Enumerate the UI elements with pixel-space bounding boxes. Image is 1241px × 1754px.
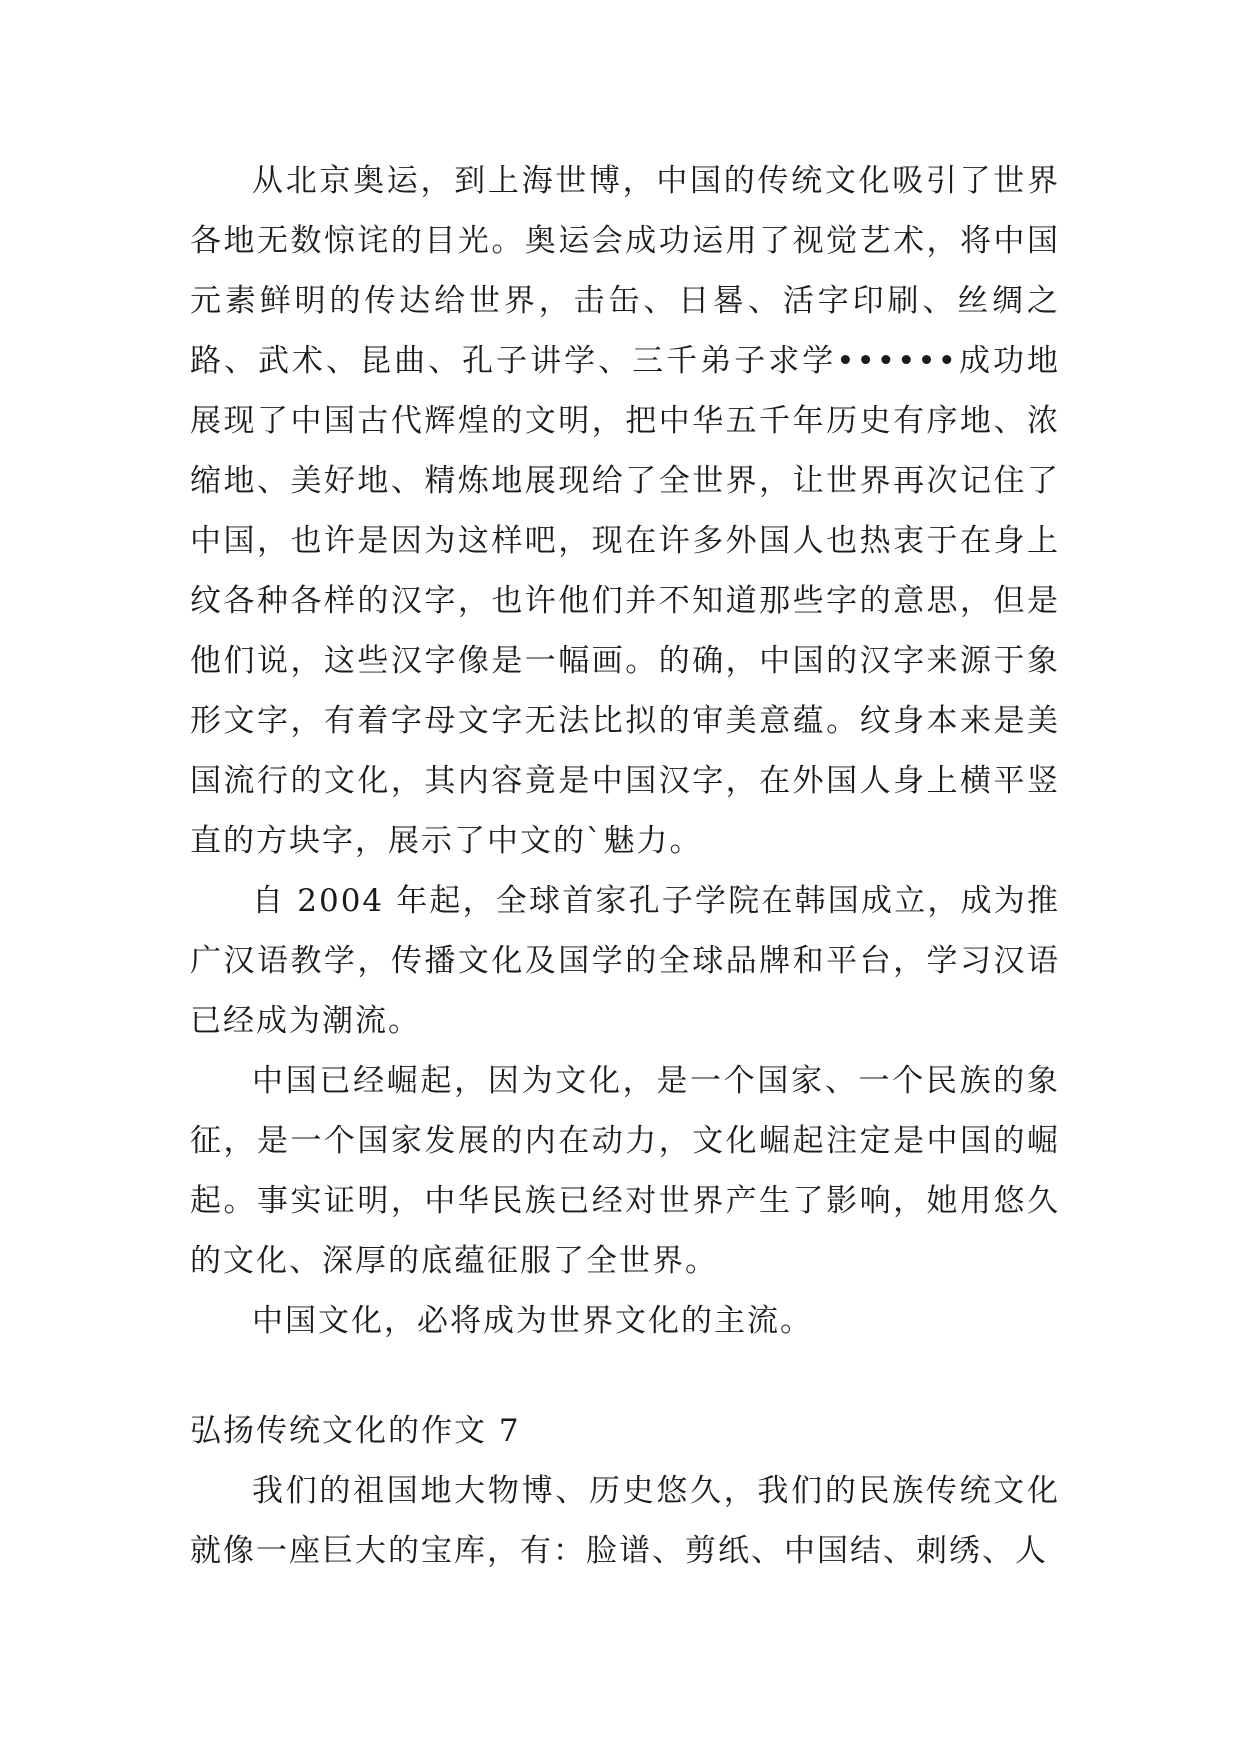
body-paragraph: 中国已经崛起，因为文化，是一个国家、一个民族的象征，是一个国家发展的内在动力，文化崛起注定是中国的崛起。事实证明，中华民族已经对世界产生了影响，她用悠久的文化、深厚的底蕴征服了全世界。 — [190, 1063, 1060, 1279]
body-paragraph: 从北京奥运，到上海世博，中国的传统文化吸引了世界各地无数惊诧的目光。奥运会成功运用了视觉艺术，将中国元素鲜明的传达给世界，击缶、日晷、活字印刷、丝绸之路、武术、昆曲、孔子讲学、三千弟子求学••••••成功地展现了中国古代辉煌的文明，把中华五千年历史有序地、浓缩地、美好地、精炼地展现给了全世界，让世界再次记住了中国，也许是因为这样吧，现在许多外国人也热衷于在身上纹各种各样的汉字，也许他们并不知道那些字的意思，但是他们说，这些汉字像是一幅画。的确，中国的汉字来源于象形文字，有着字母文字无法比拟的审美意蕴。纹身本来是美国流行的文化，其内容竟是中国汉字，在外国人身上横平竖直的方块字，展示了中文的`魅力。 — [190, 163, 1060, 859]
body-paragraph: 中国文化，必将成为世界文化的主流。 — [252, 1303, 813, 1339]
body-paragraph: 自 2004 年起，全球首家孔子学院在韩国成立，成为推广汉语教学，传播文化及国学的全球品牌和平台，学习汉语已经成为潮流。 — [190, 883, 1060, 1039]
section-heading: 弘扬传统文化的作文 7 — [190, 1413, 521, 1449]
document-page — [190, 151, 1060, 1581]
body-paragraph: 我们的祖国地大物博、历史悠久，我们的民族传统文化就像一座巨大的宝库，有：脸谱、剪纸、中国结、刺绣、人 — [190, 1473, 1060, 1569]
